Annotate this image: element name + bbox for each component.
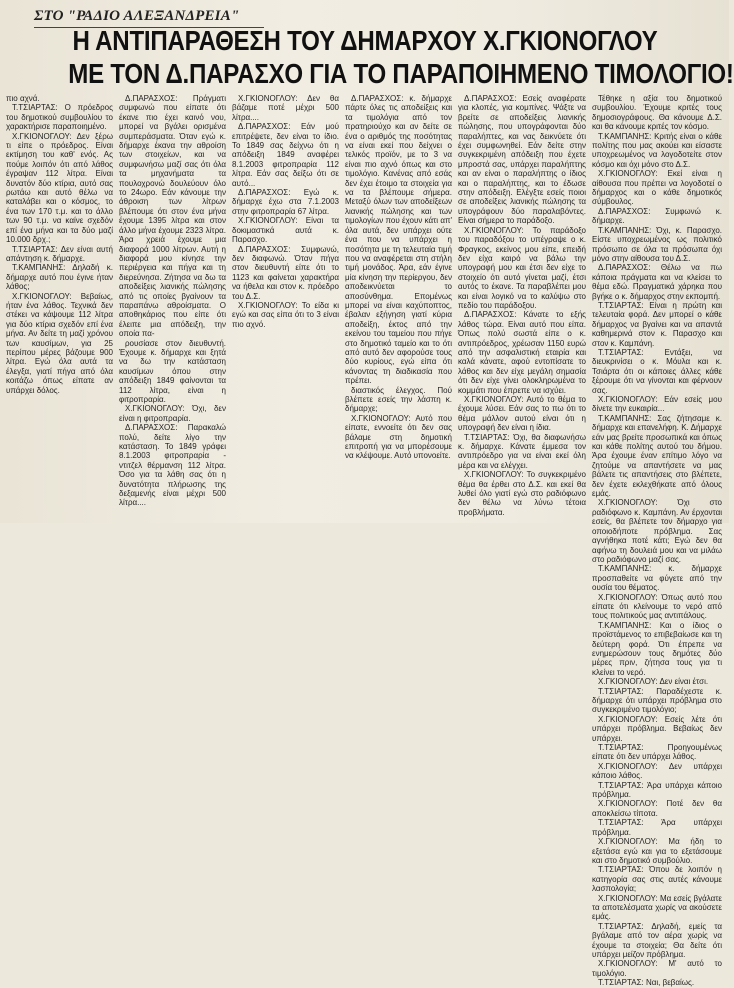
article-paragraph: Δ.ΠΑΡΑΣΧΟΣ: κ. δήμαρχε πάρτε όλες τις αποδείξεις και τα τιμολόγια από τον πρατηριούχο και αν δείτε σε ένα ο αριθμός της ποσότητας να είναι εκεί που δείχνει ο τελικός προϊόν, με το 3 να είναι πιο αχνό όπως και στο τιμολόγιο. Κανένας από εσάς δεν έχει έτοιμο τα στοιχεία για να τα βλέπουμε σήμερα. Μεταξύ όλων των αποδείξεων λιανικής πώλησης και των τιμολογίων που έχουν κάτι απ' όλα αυτά, δεν υπάρχει ούτε ένα που να υπάρχει η ποσότητα με τη τελευταία τιμή που να αναφέρεται στη στήλη τιμή μονάδος. Άρα, εάν έγινε μία κίνηση την περίεργου, δεν αποδεικνύεται το αποσύνθημα. Επομένως μπορεί να είναι καχύποπτος, έβαλαν εξήγηση γιατί κύρια αποδείξη, έκτος από την εκείνου του ταμείου που πήγε στο δημοτικό ταμείο και το ότι από αυτό δεν αφορούσε τους δύο κυρίους, εγώ είπα ότι κάνοντας τη διαδικασία που πρέπει. — [345, 94, 452, 386]
text-column-1 — [6, 94, 113, 522]
article-paragraph: Τ.ΚΑΜΠΑΝΗΣ: Όχι, κ. Παρασχο. Είστε υποχρεωμένος ως πολιτικό πρόσωπο σε όλα τα πρόσωπα όχι μόνο στην αίθουσα του Δ.Σ. — [592, 225, 722, 263]
article-paragraph: Τ.ΤΣΙΑΡΤΑΣ: Ο πρόεδρος του δημοτικού συμβουλίου το χαρακτήρισε παραποιημένο. — [6, 103, 113, 132]
article-paragraph: Χ.ΓΚΙΟΝΟΓΛΟΥ: Μα εσείς βγάλατε τα αποτελέσματα χωρίς να ακούσετε εμάς. — [592, 893, 722, 922]
article-paragraph: Τ.ΤΣΙΑΡΤΑΣ: Εντάξει, να διευκρινίσει ο κ. Μόυλα και κ. Τσιάρτα ότι οι κάποιες άλλες κάθε ξέρουμε ότι να γίνονται και φέρνουν σας. — [592, 347, 722, 395]
article-paragraph: Δ.ΠΑΡΑΣΧΟΣ: Πράγματι συμφωνώ που είπατε ότι έκανε πιο έχει καινό νου, μπορεί να βγάλει ορισμένα συμπεράσματα. Όταν εγώ κ. δήμαρχε έκανα την αθροίση των στοιχείων, και να συμφωνήσω μαζί σας ότι όλα τα μηχανήματα τα πουλοχρονώ δουλεύουν όλο το 24ωρο. Εάν κάνουμε την άθροιση των λίτρων βλέπουμε ότι στον ένα μήνα έχουμε 1395 λίτρα και στον άλλο μήνα έχουμε 2323 λίτρα. Άρα χρειά έχουμε μια διαφορά 1000 λίτρων. Αυτή η διαφορά μου κίνησε την περιέργεια και πήγα και τη διερεύνησα. Ζήτησα να δω τα αποδείξεις λιανικής πώλησης από τις οποίες βγαίνουν τα παραπάνω αθροίσματα. Ο αποθηκάριος που είπε ότι έλειπε μια απόδειξη, την οποία πα- — [119, 94, 226, 339]
article-paragraph: Χ.ΓΚΙΟΝΟΓΛΟΥ: Εκεί είναι η αίθουσα που πρέπει να λογοδοτεί ο δήμαρχος και ο κάθε δημοτικός σύμβουλος. — [592, 169, 722, 207]
article-paragraph: Τ.ΤΣΙΑΡΤΑΣ: Δηλαδή, εμείς τα βγάλαμε από τον αέρα χωρίς να έχουμε τα στοιχεία; Θα δείτε ότι υπάρχει μείζον πρόβλημα. — [592, 921, 722, 959]
article-paragraph: Χ.ΓΚΙΟΝΟΓΛΟΥ: Το παράδοξο του παραδόξου το υπέγραψε ο κ. Φραγκος, εκείνος μου είπε, επειδή δεν είχα καιρό να βάλω την υπογραφή μου και έτσι δεν είχε το στοιχείο ότι αυτό γίνεται μαζί, έτσι αυτός το έκανε. Τα παραβλέπει μου και είναι λογικό να το καλύψω στο πεδίο του παράδοξου. — [458, 225, 586, 310]
article-paragraph: Χ.ΓΚΙΟΝΟΓΛΟΥ: Εάν εσείς μου δίνετε την ευκαιρία... — [592, 395, 722, 414]
article-paragraph: ρουσίασε στον διευθυντή. Έχουμε κ. δήμαρχε και ξητά να δω την κατάσταση καυσίμων όπου στην απόδειξη 1849 φαίνονται τα 112 λίτρα, είναι η φιτροπραρία. — [119, 338, 226, 404]
article-paragraph: Τ.ΤΣΙΑΡΤΑΣ: Είναι η πρώτη και τελευταία φορά. Δεν μπορεί ο κάθε δήμαρχος να βγαίνει και να απαντά καθημερινά στον κ. Παρασχο και στον κ. Καμπάνη. — [592, 300, 722, 348]
article-paragraph: Τ.ΚΑΜΠΑΝΗΣ: Και ο ίδιος ο προϊστάμενος το επιβεβαίωσε και τη δεύτερη φορά. Ότι έπρεπε να ενημερώσουν τους δημότες δύο μέρες πριν, ζήτησα τους για τι κλείνει το νερό. — [592, 620, 722, 677]
article-paragraph: Τ.ΚΑΜΠΑΝΗΣ: Δηλαδή κ. δήμαρχε αυτό που έγινε ήταν λάθος; — [6, 263, 113, 292]
article-paragraph: Τ.ΤΣΙΑΡΤΑΣ: Δεν είναι αυτή απάντηση κ. δήμαρχε. — [6, 244, 113, 263]
text-column-5 — [458, 94, 586, 522]
article-paragraph: Χ.ΓΚΙΟΝΟΓΛΟΥ: Αυτό που είπατε, εννοείτε ότι δεν σας βάλαμε στη δημοτική επιτροπή για να μπορέσουμε να κλέψουμε. Αυτό υπονοείτε. — [345, 413, 452, 461]
article-paragraph: Χ.ΓΚΙΟΝΟΓΛΟΥ: Δεν υπάρχει κάποιο λάθος. — [592, 761, 722, 781]
article-paragraph: Τ.ΤΣΙΑΡΤΑΣ: Παραδέχεστε κ. δήμαρχε ότι υπάρχει πρόβλημα στο συγκεκριμένο τιμολόγιο; — [592, 686, 722, 715]
article-paragraph: Τ.ΚΑΜΠΑΝΗΣ: Κριτής είναι ο κάθε πολίτης που μας ακούει και είσαστε υποχρεωμένος να λογοδοτείτε στον κόσμο και όχι μόνο στο Δ.Σ. — [592, 131, 722, 169]
article-paragraph: Χ.ΓΚΙΟΝΟΓΛΟΥ: Είναι τα δοκιμαστικά αυτά κ. Παρασχο. — [232, 216, 339, 245]
article-paragraph: Τ.ΤΣΙΑΡΤΑΣ: Προηγουμένως είπατε ότι δεν υπάρχει λάθος. — [592, 743, 722, 762]
article-paragraph: Δ.ΠΑΡΑΣΧΟΣ: Θέλω να πω κάποια πράγματα και να κλείσει το θέμα εδώ. Πραγματικά χάρηκα που βγήκε ο κ. δήμαρχος στην εκπομπή. — [592, 263, 722, 301]
article-paragraph: Δ.ΠΑΡΑΣΧΟΣ: Εγώ κ. δήμαρχε έχω στα 7.1.2003 στην φιτροπραρία 67 λίτρα. — [232, 188, 339, 216]
article-paragraph: Τ.ΚΑΜΠΑΝΗΣ: κ. δήμαρχε προσπαθείτε να φύγετε από την ουσία του θέματος. — [592, 564, 722, 593]
article-paragraph: Δ.ΠΑΡΑΣΧΟΣ: Εσείς αναφέρατε για κλοπές, για κομπίνες. Ψάξτε να βρείτε σε αποδείξεις λιανικής πώλησης, που υπογράφονται δύο παραλήπτες, και νας δεικνύετε ότι έχει συμφωνηθεί. Εάν δείτε στην συγκεκριμένη απόδειξη που έχετε μπροστά σας, υπάρχει παραλήπτης και αν είναι ο παραλήπτης ο ίδιος και ο παραλήπτης, και το έδωσε στην απόδειξη. Ελέγξτε εσείς ποιοι σε αποδείξεις λιανικής πώλησης τα υπογράφουν δύο παραλαβόντες. Είναι σήμερα το παράδοξο. — [458, 94, 586, 226]
article-paragraph: Χ.ΓΚΙΟΝΟΓΛΟΥ: Όχι στο ραδιόφωνο κ. Καμπάνη. Αν έρχονται εσείς, θα βλέπετε τον δήμαρχο για οποιοδήποτε πρόβλημα. Σας αγνήθηκα ποτέ κάτι; Εγώ δεν θα αφήνω τη δουλειά μου και να μιλάω στο ραδιόφωνο μαζί σας. — [592, 498, 722, 564]
article-paragraph: Χ.ΓΚΙΟΝΟΓΛΟΥ: Μα ήδη το εξετάσα εγώ και για το εξετάσουμε και στο δημοτικό συμβούλιο. — [592, 837, 722, 865]
article-paragraph: Χ.ΓΚΙΟΝΟΓΛΟΥ: Εσείς λέτε ότι υπάρχει πρόβλημα. Βεβαίως δεν υπάρχει. — [592, 714, 722, 743]
article-paragraph: Τ.ΤΣΙΑΡΤΑΣ: Ναι, βεβαίως. — [598, 978, 695, 988]
article-paragraph: Δ.ΠΑΡΑΣΧΟΣ: Κάνατε το εξής λάθος τώρα. Είναι αυτό που είπα. Όπως πολύ σωστά είπε ο κ. αντιπρόεδρος, χρέωσαν 1150 ευρώ από την ασφαλιστική εταιρία και καλά κάνατε, αφού εντοπίσατε το λάθος και δεν είχε μεγάλη σημασία ότι δεν είχε γίνει ολοκληρωμένα το κομμάτι που έπρεπε να ισχύει. — [458, 310, 586, 395]
article-paragraph: διαστικός έλεγχος. Πού βλέπετε εσείς την λάσπη κ. δήμαρχε; — [345, 385, 452, 414]
article-paragraph: Χ.ΓΚΙΟΝΟΓΛΟΥ: Βεβαίως, ήταν ένα λάθος. Τεχνικά δεν στέκει να κάψουμε 112 λίτρα για δύο κτίρια σχεδόν επί ένα μήνα. Αν δείτε τη μαζί χρόνου των καυσίμων, για 25 περίπου μέρες βάζουμε 900 λίτρα. Εγώ όλα αυτά τα έλεγξα, γιατί πήγα από όλα κοιτάζω όπως είπατε αν υπάρχει δόλος. — [6, 291, 113, 395]
article-paragraph: Χ.ΓΚΙΟΝΟΓΛΟΥ: Το είδα κι εγώ και σας είπα ότι το 3 είναι πιο αχνό. — [232, 300, 339, 329]
article-paragraph: Χ.ΓΚΙΟΝΟΓΛΟΥ: Δεν είναι έτσι. — [598, 677, 709, 687]
article-paragraph: Χ.ΓΚΙΟΝΟΓΛΟΥ: Ποτέ δεν θα αποκλείσω τίποτα. — [592, 799, 722, 818]
text-column-3 — [232, 94, 339, 522]
article-paragraph: πιο αχνά. — [6, 94, 40, 103]
article-paragraph: Τ.ΤΣΙΑΡΤΑΣ: Άρα υπάρχει πρόβλημα. — [592, 818, 722, 837]
text-column-2 — [119, 94, 226, 522]
article-paragraph: Τ.ΤΣΙΑΡΤΑΣ: Άρα υπάρχει κάποιο πρόβλημα. — [592, 780, 722, 800]
section-kicker: ΣΤΟ "ΡΑΔΙΟ ΑΛΕΞΑΝΔΡΕΙΑ" — [34, 8, 240, 24]
article-paragraph: Χ.ΓΚΙΟΝΟΓΛΟΥ: Όπως αυτό που είπατε ότι κλείνουμε το νερό από τους πολιτικούς μας αντιπάλους. — [592, 592, 722, 621]
article-columns — [6, 94, 726, 988]
headline-line-1: Η ΑΝΤΙΠΑΡΑΘΕΣΗ ΤΟΥ ΔΗΜΑΡΧΟΥ Χ.ΓΚΙΟΝΟΓΛΟΥ — [72, 25, 658, 56]
article-paragraph: Τέθηκε η αξία του δημοτικού συμβουλίου. Έχουμε κριτές τους δημοσιογράφους. Θα κάνουμε Δ.Σ. και θα κάνουμε κριτές τον κόσμο. — [592, 94, 722, 132]
article-paragraph: Δ.ΠΑΡΑΣΧΟΣ: Εάν μού επιτρέψετε, δεν είναι το ίδιο. Το 1849 σας δείχνω ότι η απόδειξη 1849 αναφέρει 8.1.2003 φιτροπραρία 112 λίτρα. Εάν σας δείξω ότι σε αυτό... — [232, 122, 339, 188]
article-paragraph: Χ.ΓΚΙΟΝΟΓΛΟΥ: Δεν ξέρω τι είπε ο πρόεδρος. Είναι εκτίμηση του καθ' ενός. Ας πούμε λοιπόν ότι από λάθος έγραψαν 112 λίτρα. Είναι δυνατόν δύο κτίρια, αυτό σας ρωτάω και αυτό θέλω να καταλάβει και ο κόσμος, το ένα των 170 τ.μ. και το άλλο των 90 τ.μ. να καίνε σχεδόν επί ένα μήνα και τα δύο μαζί 10.000 δρχ.; — [6, 131, 113, 245]
text-column-6 — [592, 94, 722, 988]
article-paragraph: Χ.ΓΚΙΟΝΟΓΛΟΥ: Μ' αυτό το τιμολόγιο. — [592, 959, 722, 978]
article-paragraph: Χ.ΓΚΙΟΝΟΓΛΟΥ: Δεν θα βάζαμε ποτέ μέχρι 500 λίτρα.... — [232, 94, 339, 122]
article-paragraph: Δ.ΠΑΡΑΣΧΟΣ: Συμφωνώ κ. δήμαρχε. — [592, 206, 722, 226]
article-paragraph: Τ.ΚΑΜΠΑΝΗΣ: Σας ζήτησαμε κ. δήμαρχε και επανελήφη. Κ. Δήμαρχε εάν μας βρείτε προσωπικά και όπως και κάθε πολίτης αυτού του δήμου. Άρα έχουμε έναν επίτιμο λόγο να ζητούμε να απαντήσετε να μας βάλετε τις απαντήσεις στο βλέπετε, δεν έχετε εκλεχθήκατε από όλους εμάς. — [592, 413, 722, 499]
article-paragraph: Δ.ΠΑΡΑΣΧΟΣ: Συμφωνώ, δεν διαφωνώ. Όταν πήγα στον διευθυντή είπε ότι το 1123 και φαίνεται χαρακτήρα να ήθελα και στον κ. πρόεδρο του Δ.Σ. — [232, 244, 339, 301]
article-paragraph: Χ.ΓΚΙΟΝΟΓΛΟΥ: Αυτό το θέμα το έχουμε λύσει. Εάν σας το πω ότι το θέμα μάλλον αυτού είναι ότι η υπογραφή δεν είναι η ίδια. — [458, 395, 586, 433]
article-paragraph: Χ.ΓΚΙΟΝΟΓΛΟΥ: Όχι, δεν είναι η φιτροπραρία. — [119, 404, 226, 423]
article-paragraph: Τ.ΤΣΙΑΡΤΑΣ: Όχι, θα διαφωνήσω κ. δήμαρχε. Κάνατε έμμεσα τον αντιπρόεδρο για να είναι εκεί όλη μέρα και να ελέγχει. — [458, 432, 586, 470]
article-paragraph: Χ.ΓΚΙΟΝΟΓΛΟΥ: Το συγκεκριμένο θέμα θα έρθει στο Δ.Σ. και εκεί θα λυθεί όλο γιατί εγώ στο ραδιόφωνο δεν θέλω να λύνω τέτοια προβλήματα. — [458, 470, 586, 517]
article-paragraph: Δ.ΠΑΡΑΣΧΟΣ: Παρακαλώ πολύ, δείτε λίγο την κατάσταση. Το 1849 γράφει 8.1.2003 φιτροπραρία - ντιτζελ θέρμανση 112 λίτρα. Όσο για τα λάθη σας ότι η δυνατότητα πλήρωσης της δεξαμενής είναι μέχρι 500 λίτρα.... — [119, 423, 226, 508]
article-paragraph: Τ.ΤΣΙΑΡΤΑΣ: Όπου δε λοιπόν η κατηγορία σας στις αυτές κάνουμε λασπολογία; — [592, 865, 722, 894]
text-column-4 — [345, 94, 452, 522]
headline-line-2: ΜΕ ΤΟΝ Δ.ΠΑΡΑΣΧΟ ΓΙΑ ΤΟ ΠΑΡΑΠΟΙΗΜΕΝΟ ΤΙΜΟΛΟΓΙΟ! — [68, 58, 734, 89]
article-headline — [20, 24, 734, 90]
